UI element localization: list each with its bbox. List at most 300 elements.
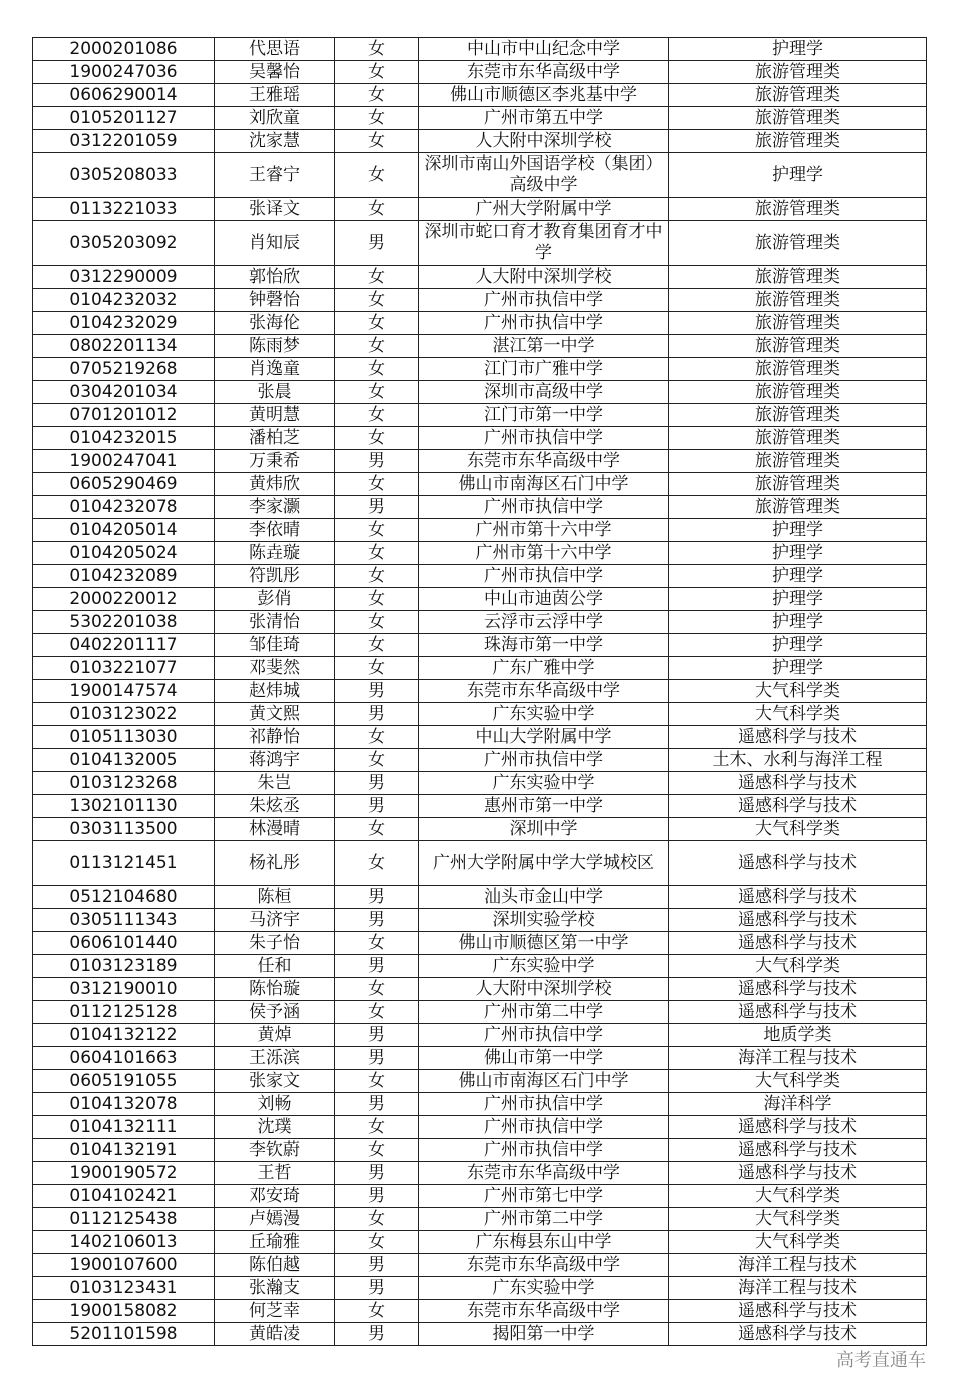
cell-gender: 女 [335,289,419,312]
table-row [33,588,927,611]
cell-name: 杨礼彤 [215,841,335,886]
cell-gender: 女 [335,381,419,404]
cell-id: 0112125128 [33,1001,215,1024]
table-row [33,107,927,130]
cell-school: 佛山市南海区石门中学 [419,473,669,496]
cell-name: 张家文 [215,1070,335,1093]
cell-gender: 女 [335,404,419,427]
cell-major: 地质学类 [669,1024,927,1047]
cell-id: 2000220012 [33,588,215,611]
cell-school: 广东实验中学 [419,703,669,726]
cell-id: 1402106013 [33,1231,215,1254]
cell-name: 沈璞 [215,1116,335,1139]
cell-major: 旅游管理类 [669,107,927,130]
table-row [33,1208,927,1231]
table-row [33,978,927,1001]
table-row [33,496,927,519]
cell-gender: 女 [335,932,419,955]
cell-school: 深圳中学 [419,818,669,841]
cell-major: 大气科学类 [669,1070,927,1093]
cell-name: 彭俏 [215,588,335,611]
cell-gender: 女 [335,1070,419,1093]
cell-school: 人大附中深圳学校 [419,978,669,1001]
cell-gender: 男 [335,1162,419,1185]
cell-school: 深圳市蛇口育才教育集团育才中学 [419,221,669,266]
cell-id: 0512104680 [33,886,215,909]
cell-gender: 男 [335,772,419,795]
cell-name: 赵炜城 [215,680,335,703]
cell-gender: 女 [335,198,419,221]
cell-major: 大气科学类 [669,1208,927,1231]
table-row [33,266,927,289]
cell-name: 朱岂 [215,772,335,795]
cell-name: 何芝幸 [215,1300,335,1323]
cell-major: 遥感科学与技术 [669,795,927,818]
cell-major: 遥感科学与技术 [669,909,927,932]
cell-major: 旅游管理类 [669,198,927,221]
cell-major: 旅游管理类 [669,289,927,312]
cell-major: 海洋工程与技术 [669,1277,927,1300]
cell-id: 0104132078 [33,1093,215,1116]
cell-gender: 女 [335,427,419,450]
cell-id: 0104132005 [33,749,215,772]
cell-major: 旅游管理类 [669,335,927,358]
cell-id: 0606101440 [33,932,215,955]
table-row [33,932,927,955]
cell-gender: 女 [335,1139,419,1162]
cell-name: 陈雨梦 [215,335,335,358]
cell-name: 王哲 [215,1162,335,1185]
cell-gender: 女 [335,1300,419,1323]
cell-name: 陈伯越 [215,1254,335,1277]
cell-major: 遥感科学与技术 [669,932,927,955]
cell-gender: 女 [335,841,419,886]
cell-id: 0312201059 [33,130,215,153]
cell-school: 云浮市云浮中学 [419,611,669,634]
cell-gender: 女 [335,818,419,841]
cell-major: 护理学 [669,565,927,588]
cell-major: 遥感科学与技术 [669,1162,927,1185]
cell-major: 大气科学类 [669,955,927,978]
cell-name: 张海伦 [215,312,335,335]
cell-major: 旅游管理类 [669,473,927,496]
cell-id: 0104205014 [33,519,215,542]
cell-name: 陈桓 [215,886,335,909]
cell-major: 遥感科学与技术 [669,1139,927,1162]
cell-school: 东莞市东华高级中学 [419,1254,669,1277]
cell-name: 邓安琦 [215,1185,335,1208]
cell-id: 1900147574 [33,680,215,703]
cell-id: 1900158082 [33,1300,215,1323]
cell-school: 人大附中深圳学校 [419,266,669,289]
cell-school: 汕头市金山中学 [419,886,669,909]
cell-major: 护理学 [669,634,927,657]
cell-id: 5302201038 [33,611,215,634]
cell-major: 护理学 [669,38,927,61]
cell-name: 朱子怡 [215,932,335,955]
cell-major: 遥感科学与技术 [669,1323,927,1346]
cell-name: 吴馨怡 [215,61,335,84]
cell-major: 旅游管理类 [669,496,927,519]
cell-gender: 女 [335,634,419,657]
cell-name: 陈垚璇 [215,542,335,565]
cell-major: 大气科学类 [669,1231,927,1254]
cell-gender: 女 [335,542,419,565]
table-row [33,795,927,818]
cell-gender: 女 [335,107,419,130]
table-row [33,519,927,542]
cell-id: 2000201086 [33,38,215,61]
cell-gender: 女 [335,335,419,358]
cell-name: 王睿宁 [215,153,335,198]
cell-id: 0104232029 [33,312,215,335]
table-row [33,542,927,565]
cell-id: 0802201134 [33,335,215,358]
table-row [33,611,927,634]
cell-id: 0103123189 [33,955,215,978]
cell-gender: 男 [335,1254,419,1277]
cell-school: 广州市执信中学 [419,427,669,450]
cell-id: 0104232015 [33,427,215,450]
cell-name: 李钦蔚 [215,1139,335,1162]
cell-gender: 男 [335,703,419,726]
table-row [33,1047,927,1070]
cell-school: 广州市执信中学 [419,565,669,588]
cell-gender: 男 [335,680,419,703]
table-row [33,1185,927,1208]
cell-gender: 女 [335,1001,419,1024]
table-row [33,130,927,153]
cell-id: 0103221077 [33,657,215,680]
cell-id: 0103123268 [33,772,215,795]
cell-gender: 男 [335,1093,419,1116]
table-row [33,61,927,84]
table-row [33,657,927,680]
cell-name: 李依晴 [215,519,335,542]
cell-gender: 男 [335,1047,419,1070]
cell-major: 遥感科学与技术 [669,1001,927,1024]
table-row [33,1162,927,1185]
cell-gender: 女 [335,657,419,680]
cell-major: 大气科学类 [669,703,927,726]
cell-school: 广州市执信中学 [419,1024,669,1047]
roster-body [33,38,927,1346]
cell-name: 张晨 [215,381,335,404]
cell-major: 遥感科学与技术 [669,978,927,1001]
cell-school: 深圳市高级中学 [419,381,669,404]
cell-id: 0606290014 [33,84,215,107]
table-row [33,1001,927,1024]
cell-id: 0113121451 [33,841,215,886]
table-row [33,1070,927,1093]
cell-major: 护理学 [669,153,927,198]
cell-school: 佛山市顺德区第一中学 [419,932,669,955]
cell-gender: 男 [335,955,419,978]
cell-name: 陈怡璇 [215,978,335,1001]
cell-school: 广州市第七中学 [419,1185,669,1208]
cell-major: 旅游管理类 [669,381,927,404]
cell-name: 符凯彤 [215,565,335,588]
cell-school: 东莞市东华高级中学 [419,61,669,84]
cell-major: 遥感科学与技术 [669,726,927,749]
cell-major: 海洋工程与技术 [669,1254,927,1277]
cell-name: 蒋鸿宇 [215,749,335,772]
cell-gender: 女 [335,266,419,289]
cell-id: 0312190010 [33,978,215,1001]
cell-school: 广东梅县东山中学 [419,1231,669,1254]
cell-school: 广州市执信中学 [419,1093,669,1116]
cell-gender: 女 [335,130,419,153]
table-row [33,1024,927,1047]
cell-major: 遥感科学与技术 [669,1116,927,1139]
cell-major: 海洋工程与技术 [669,1047,927,1070]
cell-name: 张瀚支 [215,1277,335,1300]
cell-gender: 男 [335,886,419,909]
cell-major: 旅游管理类 [669,358,927,381]
cell-name: 朱炫丞 [215,795,335,818]
cell-school: 广州市执信中学 [419,1139,669,1162]
cell-gender: 男 [335,496,419,519]
cell-school: 湛江第一中学 [419,335,669,358]
cell-major: 大气科学类 [669,1185,927,1208]
cell-school: 惠州市第一中学 [419,795,669,818]
cell-name: 王雅瑶 [215,84,335,107]
cell-id: 0104132111 [33,1116,215,1139]
cell-school: 广州市第十六中学 [419,542,669,565]
cell-major: 旅游管理类 [669,130,927,153]
table-row [33,749,927,772]
cell-school: 中山大学附属中学 [419,726,669,749]
cell-gender: 女 [335,38,419,61]
table-row [33,38,927,61]
cell-gender: 女 [335,1116,419,1139]
table-row [33,312,927,335]
cell-school: 东莞市东华高级中学 [419,680,669,703]
cell-id: 0103123022 [33,703,215,726]
cell-school: 江门市第一中学 [419,404,669,427]
cell-gender: 女 [335,726,419,749]
cell-school: 佛山市第一中学 [419,1047,669,1070]
table-row [33,1254,927,1277]
cell-id: 1900247041 [33,450,215,473]
cell-id: 5201101598 [33,1323,215,1346]
cell-name: 沈家慧 [215,130,335,153]
cell-id: 0105113030 [33,726,215,749]
cell-name: 李家灏 [215,496,335,519]
table-row [33,1300,927,1323]
watermark-text: 高考直通车 [836,1350,926,1371]
cell-school: 东莞市东华高级中学 [419,1162,669,1185]
table-row [33,198,927,221]
cell-school: 江门市广雅中学 [419,358,669,381]
cell-name: 潘柏芝 [215,427,335,450]
cell-id: 0104232089 [33,565,215,588]
cell-gender: 男 [335,221,419,266]
table-row [33,84,927,107]
cell-school: 东莞市东华高级中学 [419,1300,669,1323]
table-row [33,473,927,496]
table-row [33,381,927,404]
cell-school: 揭阳第一中学 [419,1323,669,1346]
cell-gender: 男 [335,795,419,818]
table-row [33,818,927,841]
cell-gender: 女 [335,153,419,198]
cell-major: 遥感科学与技术 [669,772,927,795]
cell-school: 深圳市南山外国语学校（集团）高级中学 [419,153,669,198]
cell-gender: 男 [335,1024,419,1047]
cell-id: 0605290469 [33,473,215,496]
cell-name: 邹佳琦 [215,634,335,657]
cell-school: 深圳实验学校 [419,909,669,932]
table-row [33,772,927,795]
cell-name: 张清怡 [215,611,335,634]
cell-gender: 男 [335,450,419,473]
cell-gender: 女 [335,61,419,84]
cell-major: 大气科学类 [669,818,927,841]
table-row [33,1277,927,1300]
table-row [33,634,927,657]
cell-id: 0605191055 [33,1070,215,1093]
cell-school: 广州市第十六中学 [419,519,669,542]
table-row [33,289,927,312]
cell-gender: 女 [335,588,419,611]
table-row [33,886,927,909]
cell-gender: 女 [335,473,419,496]
cell-school: 佛山市顺德区李兆基中学 [419,84,669,107]
cell-school: 广州市第二中学 [419,1001,669,1024]
cell-school: 广州市执信中学 [419,749,669,772]
cell-school: 东莞市东华高级中学 [419,450,669,473]
cell-school: 佛山市南海区石门中学 [419,1070,669,1093]
cell-id: 0701201012 [33,404,215,427]
cell-school: 广州市执信中学 [419,289,669,312]
cell-major: 旅游管理类 [669,450,927,473]
cell-id: 1900247036 [33,61,215,84]
admission-roster-table [32,37,927,1346]
table-row [33,565,927,588]
cell-gender: 男 [335,1323,419,1346]
cell-name: 肖知辰 [215,221,335,266]
cell-id: 0104132122 [33,1024,215,1047]
cell-id: 0705219268 [33,358,215,381]
cell-name: 王泺滨 [215,1047,335,1070]
table-row [33,358,927,381]
cell-name: 郭怡欣 [215,266,335,289]
cell-school: 广州大学附属中学大学城校区 [419,841,669,886]
table-row [33,909,927,932]
cell-id: 0303113500 [33,818,215,841]
cell-id: 0402201117 [33,634,215,657]
cell-name: 林漫晴 [215,818,335,841]
cell-school: 广州大学附属中学 [419,198,669,221]
table-row [33,726,927,749]
table-row [33,1139,927,1162]
cell-gender: 女 [335,611,419,634]
table-row [33,841,927,886]
cell-id: 0113221033 [33,198,215,221]
table-row [33,1116,927,1139]
cell-name: 刘欣童 [215,107,335,130]
cell-name: 祁静怡 [215,726,335,749]
cell-name: 刘畅 [215,1093,335,1116]
cell-school: 广东实验中学 [419,955,669,978]
cell-name: 马济宇 [215,909,335,932]
cell-major: 旅游管理类 [669,266,927,289]
cell-id: 1900190572 [33,1162,215,1185]
cell-id: 0305208033 [33,153,215,198]
cell-school: 广州市执信中学 [419,1116,669,1139]
cell-id: 1900107600 [33,1254,215,1277]
cell-id: 0312290009 [33,266,215,289]
cell-name: 黄文熙 [215,703,335,726]
table-row [33,1093,927,1116]
cell-gender: 女 [335,1208,419,1231]
table-row [33,1231,927,1254]
cell-id: 0104232078 [33,496,215,519]
cell-major: 护理学 [669,588,927,611]
cell-major: 土木、水利与海洋工程 [669,749,927,772]
cell-id: 0103123431 [33,1277,215,1300]
cell-name: 卢嫣漫 [215,1208,335,1231]
table-row [33,955,927,978]
cell-name: 黄明慧 [215,404,335,427]
cell-major: 旅游管理类 [669,61,927,84]
cell-name: 万秉希 [215,450,335,473]
cell-id: 1302101130 [33,795,215,818]
cell-name: 任和 [215,955,335,978]
cell-gender: 男 [335,1185,419,1208]
cell-name: 黄焯 [215,1024,335,1047]
cell-gender: 女 [335,84,419,107]
cell-name: 黄皓凌 [215,1323,335,1346]
cell-id: 0305203092 [33,221,215,266]
table-row [33,703,927,726]
table-row [33,153,927,198]
cell-major: 遥感科学与技术 [669,886,927,909]
cell-school: 广州市执信中学 [419,496,669,519]
cell-major: 大气科学类 [669,680,927,703]
cell-major: 旅游管理类 [669,221,927,266]
cell-major: 护理学 [669,519,927,542]
cell-major: 遥感科学与技术 [669,841,927,886]
table-row [33,404,927,427]
table-row [33,221,927,266]
cell-school: 广东实验中学 [419,1277,669,1300]
cell-school: 中山市迪茵公学 [419,588,669,611]
cell-school: 中山市中山纪念中学 [419,38,669,61]
cell-gender: 女 [335,312,419,335]
cell-school: 广州市第五中学 [419,107,669,130]
cell-major: 护理学 [669,542,927,565]
cell-name: 黄炜欣 [215,473,335,496]
cell-school: 广东实验中学 [419,772,669,795]
cell-id: 0104205024 [33,542,215,565]
table-row [33,335,927,358]
cell-major: 旅游管理类 [669,427,927,450]
table-row [33,680,927,703]
cell-name: 侯予涵 [215,1001,335,1024]
cell-major: 旅游管理类 [669,312,927,335]
table-row [33,1323,927,1346]
cell-major: 护理学 [669,611,927,634]
cell-name: 邓斐然 [215,657,335,680]
cell-school: 广州市第二中学 [419,1208,669,1231]
cell-school: 珠海市第一中学 [419,634,669,657]
cell-id: 0304201034 [33,381,215,404]
cell-name: 张译文 [215,198,335,221]
table-row [33,427,927,450]
cell-name: 钟磬怡 [215,289,335,312]
